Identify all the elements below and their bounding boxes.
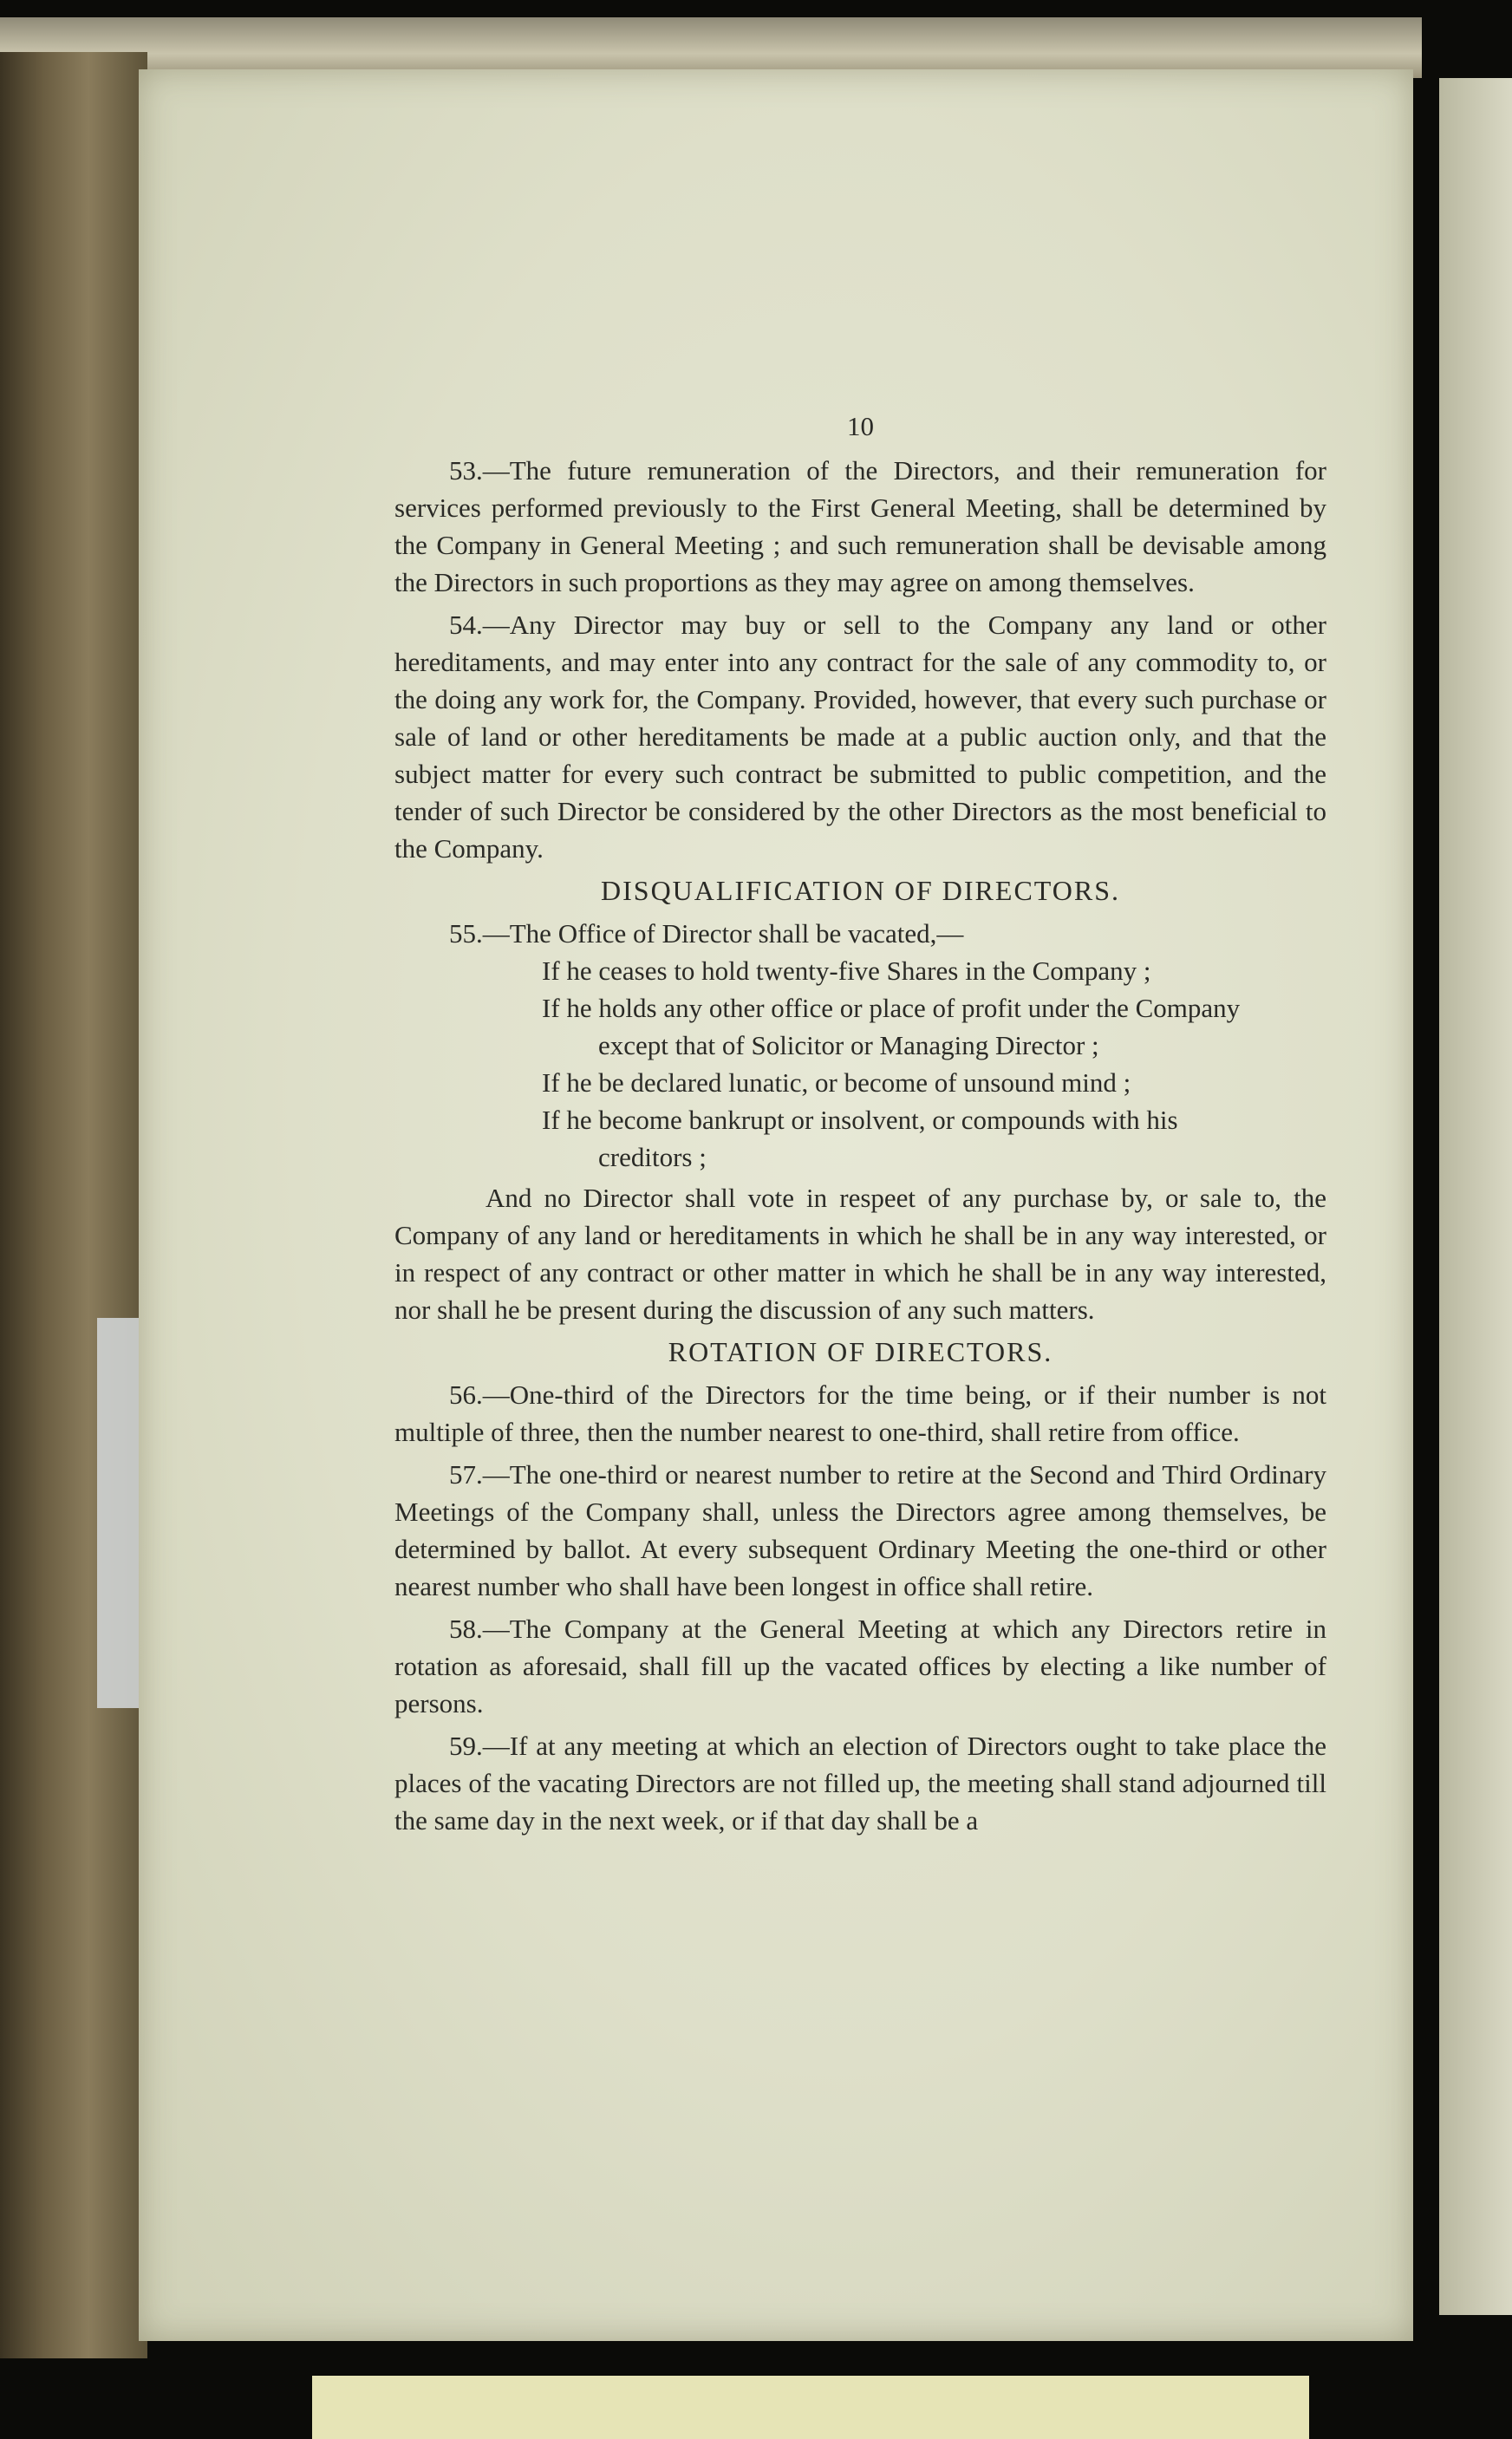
heading-disqualification: DISQUALIFICATION OF DIRECTORS. (601, 875, 1120, 906)
clause-59: 59.—If at any meeting at which an election of Directors ought to take place the places of the vacating Directors are not filled up, the meeting shall stand adjourned till the same day in the next week, or if that day shall be a (394, 1731, 1326, 1836)
clause-55-continuation: And no Director shall vote in respeet of any purchase by, or sale to, the Company of any land or hereditaments in which he shall be in any way interested, or in respect of any contract or other matter in which he shall be in any way interested, nor shall he be present during the discussion of any such matters. (394, 1183, 1326, 1325)
clause-55: 55.—The Office of Director shall be vacated,— (449, 918, 964, 949)
clause-54: 54.—Any Director may buy or sell to the Company any land or other hereditaments, and may enter into any contract for the sale of any commodity to, or the doing any work for, the Company. Provided, however, that every such purchase or sale of land or other hereditaments be made at a public auction only, and that the subject matter for every such contract be submitted to public competition, and the tender of such Director be considered by the other Directors as the most beneficial to the Company. (394, 610, 1326, 864)
facing-page-edge (1439, 78, 1512, 2315)
list-item: If he be declared lunatic, or become of unsound mind ; (542, 1067, 1131, 1098)
clause-55-list (394, 952, 1326, 1176)
paper-tab (312, 2376, 1309, 2439)
heading-rotation: ROTATION OF DIRECTORS. (668, 1336, 1053, 1367)
page-number: 10 (847, 411, 874, 441)
clause-57: 57.—The one-third or nearest number to retire at the Second and Third Ordinary Meetings of the Company shall, unless the Directors agree among themselves, be determined by ballot. At every subsequent Ordinary Meeting the one-third or other nearest number who shall have been longest in office shall retire. (394, 1459, 1326, 1601)
clause-56: 56.—One-third of the Directors for the time being, or if their number is not multiple of three, then the number nearest to one-third, shall retire from office. (394, 1379, 1326, 1447)
clause-53: 53.—The future remuneration of the Directors, and their remuneration for services performed previously to the First General Meeting, shall be determined by the Company in General Meeting ; and such remuneration shall be devisable among the Directors in such proportions as they may agree on among themselves. (394, 455, 1326, 597)
book-left-edge (0, 52, 147, 2358)
list-item: If he become bankrupt or insolvent, or compounds with his creditors ; (542, 1105, 1178, 1172)
clause-58: 58.—The Company at the General Meeting at which any Directors retire in rotation as aforesaid, shall fill up the vacated offices by electing a like number of persons. (394, 1614, 1326, 1718)
list-item: If he ceases to hold twenty-five Shares in the Company ; (542, 955, 1151, 986)
list-item: If he holds any other office or place of profit under the Company except that of Solicitor or Managing Director ; (542, 993, 1241, 1060)
page-text (394, 408, 1326, 1839)
